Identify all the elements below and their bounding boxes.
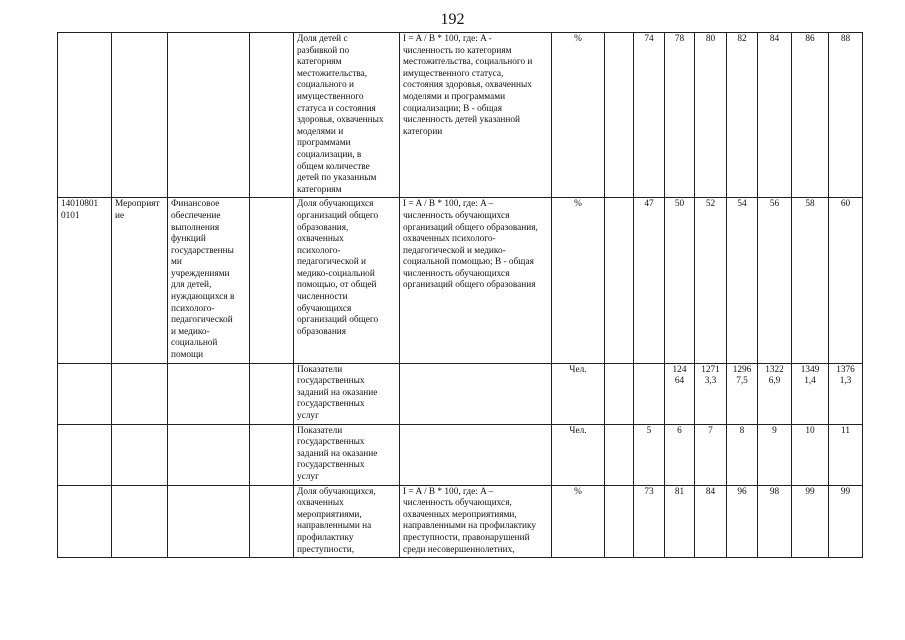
- indicator-cell: Показатели государственных заданий на оказание государственных услуг: [294, 424, 400, 485]
- value-cell: 124 64: [665, 363, 695, 424]
- program-code-cell: 14010801 0101: [58, 198, 112, 363]
- value-cell: 82: [727, 33, 758, 198]
- value-cell: 78: [665, 33, 695, 198]
- value-cell: 50: [665, 198, 695, 363]
- program-code-cell: [58, 33, 112, 198]
- value-cell: 6: [665, 424, 695, 485]
- value-cell: 8: [727, 424, 758, 485]
- value-cell: 96: [727, 485, 758, 558]
- value-cell: 52: [695, 198, 727, 363]
- value-cell: 98: [758, 485, 792, 558]
- element-name-cell: Финансовое обеспечение выполнения функций государственны ми учреждениями для детей, нуждающихся в психолого- педагогической и медико- социальной помощи: [168, 198, 250, 363]
- value-cell: [605, 363, 634, 424]
- unit-cell: Чел.: [552, 424, 605, 485]
- value-cell: 86: [792, 33, 829, 198]
- element-name-cell: [168, 485, 250, 558]
- unit-cell: %: [552, 33, 605, 198]
- value-cell: 1376 1,3: [829, 363, 863, 424]
- value-cell: [605, 424, 634, 485]
- element-type-cell: [112, 33, 168, 198]
- value-cell: 5: [634, 424, 665, 485]
- element-name-cell: [168, 33, 250, 198]
- empty-cell: [250, 198, 294, 363]
- value-cell: [605, 198, 634, 363]
- value-cell: [605, 485, 634, 558]
- value-cell: 84: [695, 485, 727, 558]
- table-row: [58, 363, 863, 424]
- value-cell: 81: [665, 485, 695, 558]
- value-cell: 47: [634, 198, 665, 363]
- value-cell: 80: [695, 33, 727, 198]
- element-type-cell: [112, 424, 168, 485]
- program-code-cell: [58, 424, 112, 485]
- value-cell: 11: [829, 424, 863, 485]
- element-name-cell: [168, 363, 250, 424]
- value-cell: 58: [792, 198, 829, 363]
- value-cell: 54: [727, 198, 758, 363]
- value-cell: 84: [758, 33, 792, 198]
- value-cell: 10: [792, 424, 829, 485]
- indicator-cell: Показатели государственных заданий на оказание государственных услуг: [294, 363, 400, 424]
- formula-cell: I = A / B * 100, где: A - численность по категориям местожительства, социального и имущественного статуса, состояния здоровья, охваченных моделями и программами социализации; B - общая численность детей указанной категории: [400, 33, 552, 198]
- indicator-cell: Доля детей с разбивкой по категориям местожительства, социального и имущественного статуса и состояния здоровья, охваченных моделями и программами социализации, в общем количестве детей по указанным категориям: [294, 33, 400, 198]
- program-code-cell: [58, 485, 112, 558]
- value-cell: 1296 7,5: [727, 363, 758, 424]
- indicator-cell: Доля обучающихся, охваченных мероприятиями, направленными на профилактику преступности,: [294, 485, 400, 558]
- value-cell: 74: [634, 33, 665, 198]
- element-type-cell: [112, 485, 168, 558]
- unit-cell: %: [552, 485, 605, 558]
- table-row: [58, 485, 863, 558]
- element-name-cell: [168, 424, 250, 485]
- value-cell: 9: [758, 424, 792, 485]
- formula-cell: [400, 363, 552, 424]
- value-cell: 7: [695, 424, 727, 485]
- table-row: [58, 33, 863, 198]
- indicator-cell: Доля обучающихся организаций общего образования, охваченных психолого- педагогической и медико-социальной помощью, от общей численности обучающихся организаций общего образования: [294, 198, 400, 363]
- value-cell: 1349 1,4: [792, 363, 829, 424]
- formula-cell: I = A / B * 100, где: A – численность обучающихся, охваченных мероприятиями, направленными на профилактику преступности, правонарушений среди несовершеннолетних,: [400, 485, 552, 558]
- formula-cell: I = A / B * 100, где: A – численность обучающихся организаций общего образования, охваченных психолого- педагогической и медико- социальной помощью; B - общая численность обучающихся организаций общего образования: [400, 198, 552, 363]
- table-row: [58, 424, 863, 485]
- empty-cell: [250, 485, 294, 558]
- value-cell: [634, 363, 665, 424]
- table-row: [58, 198, 863, 363]
- element-type-cell: [112, 363, 168, 424]
- value-cell: 60: [829, 198, 863, 363]
- value-cell: 56: [758, 198, 792, 363]
- page-number: 192: [440, 11, 465, 28]
- value-cell: 1271 3,3: [695, 363, 727, 424]
- element-type-cell: Мероприят ие: [112, 198, 168, 363]
- empty-cell: [250, 363, 294, 424]
- value-cell: [605, 33, 634, 198]
- empty-cell: [250, 424, 294, 485]
- value-cell: 1322 6,9: [758, 363, 792, 424]
- unit-cell: %: [552, 198, 605, 363]
- value-cell: 99: [792, 485, 829, 558]
- formula-cell: [400, 424, 552, 485]
- value-cell: 73: [634, 485, 665, 558]
- value-cell: 88: [829, 33, 863, 198]
- program-code-cell: [58, 363, 112, 424]
- unit-cell: Чел.: [552, 363, 605, 424]
- program-indicators-table: [57, 32, 863, 558]
- empty-cell: [250, 33, 294, 198]
- value-cell: 99: [829, 485, 863, 558]
